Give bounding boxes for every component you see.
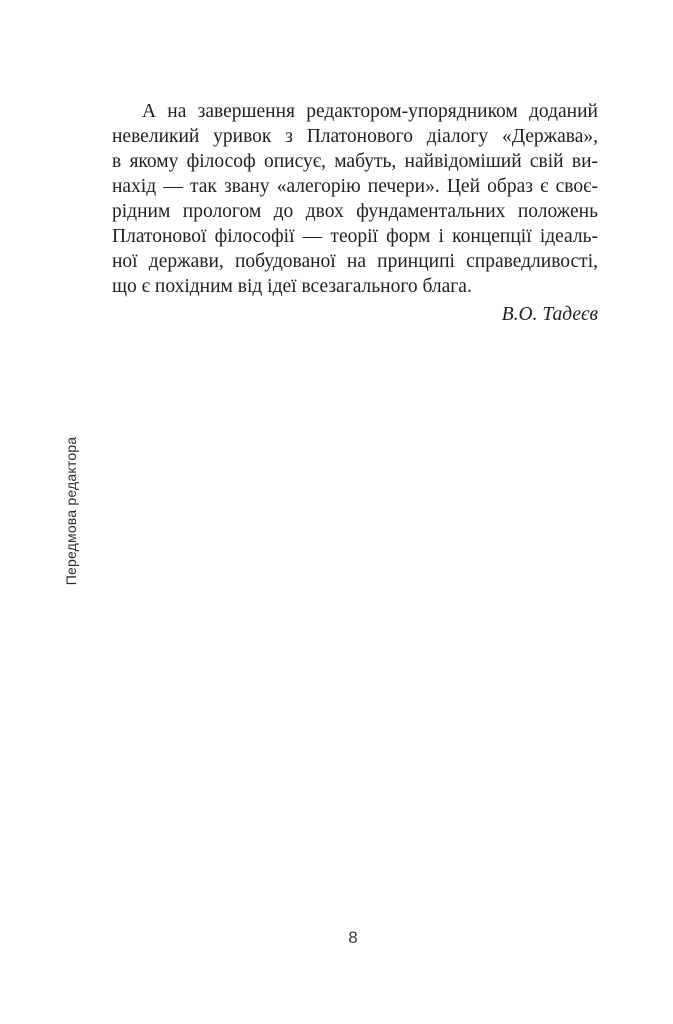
paragraph-line: що є похідним від ідеї всезагального блага. bbox=[112, 276, 472, 297]
paragraph-line: ної держави, побудованої на принципі справедливості, bbox=[112, 251, 598, 272]
author-signature: В.О. Тадеєв bbox=[501, 304, 598, 325]
paragraph-line: А на завершення редактором-упорядником доданий bbox=[142, 101, 598, 122]
page-number: 8 bbox=[348, 928, 358, 947]
paragraph-line: в якому філософ описує, мабуть, найвідоміший свій ви- bbox=[112, 151, 598, 172]
paragraph-line: рідним прологом до двох фундаментальних положень bbox=[112, 201, 598, 222]
chapter-sidebar-label: Передмова редактора bbox=[63, 436, 79, 586]
paragraph-line: Платонової філософії — теорії форм і концепції ідеаль- bbox=[112, 226, 598, 247]
paragraph-line: невеликий уривок з Платонового діалогу «Держава», bbox=[112, 126, 598, 147]
preface-paragraph bbox=[112, 99, 598, 299]
paragraph-line: нахід — так звану «алегорію печери». Цей образ є своє- bbox=[112, 176, 598, 197]
